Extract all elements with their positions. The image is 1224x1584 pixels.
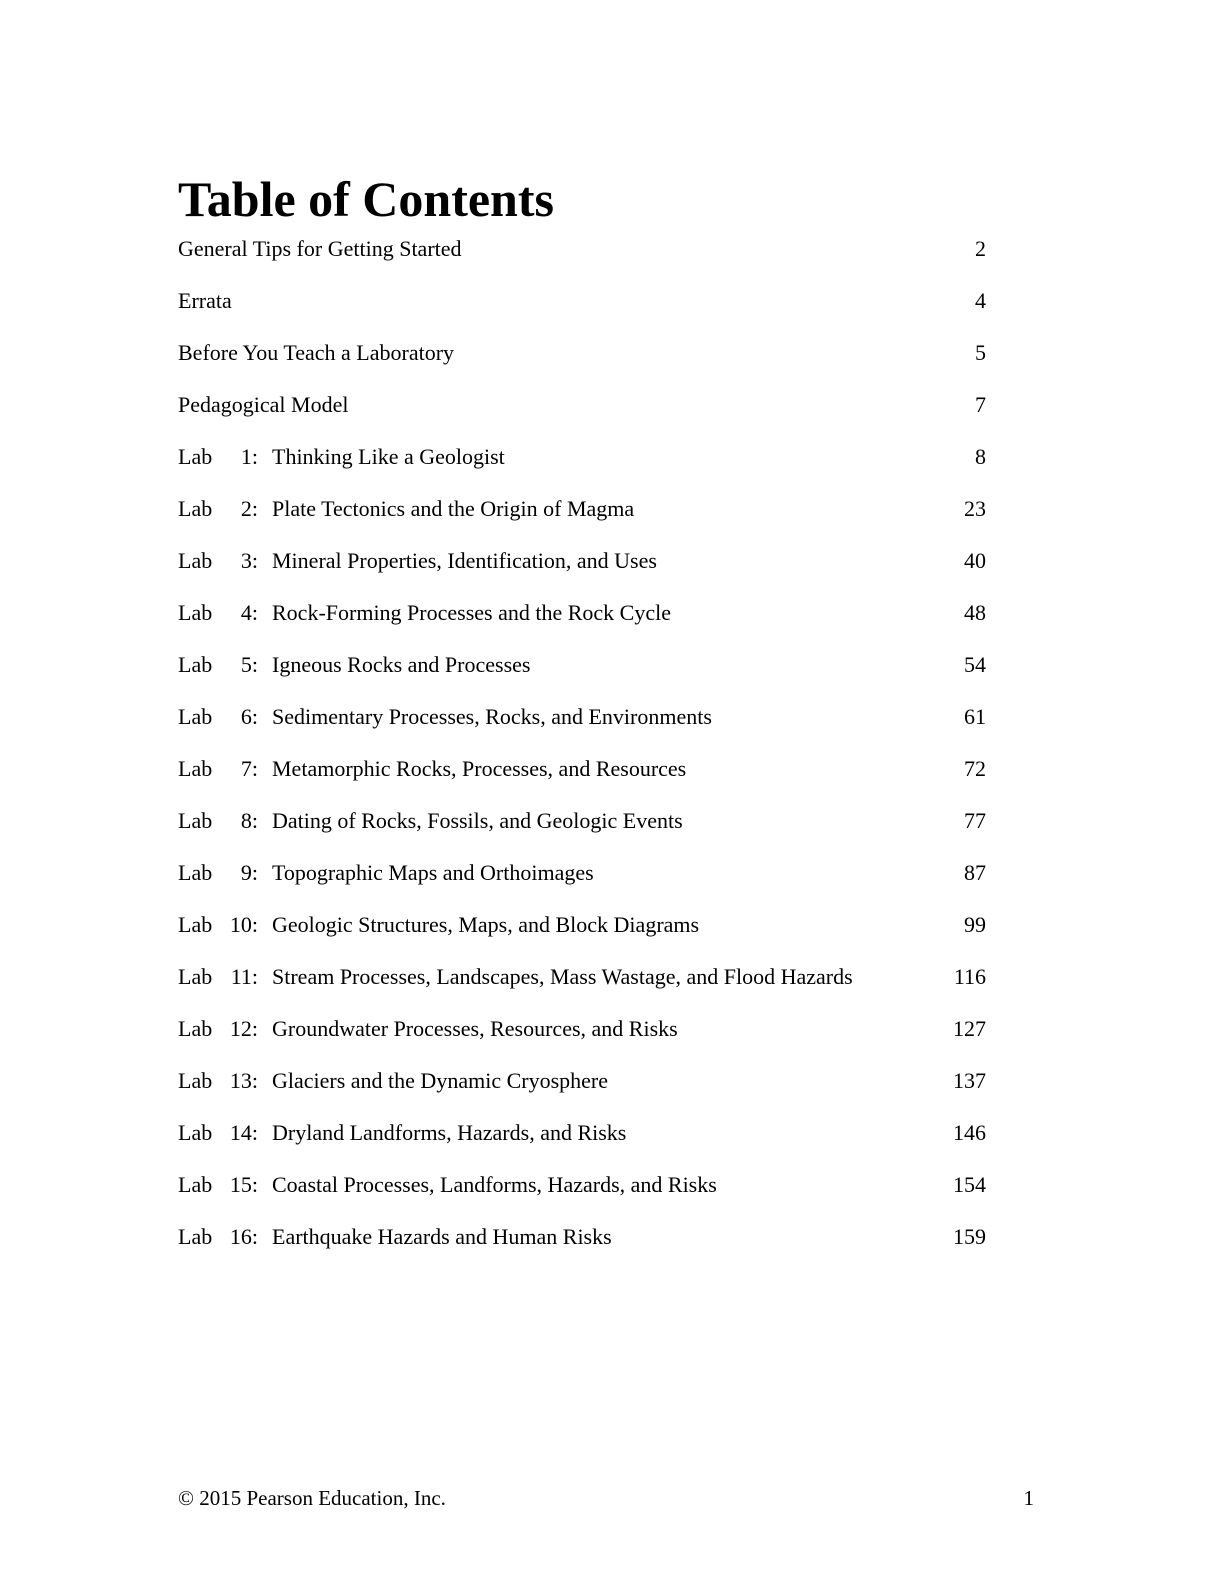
toc-entry <box>178 652 986 704</box>
toc-entry-prefix: Lab <box>178 652 213 677</box>
toc-entry-page: 137 <box>953 1068 986 1093</box>
toc-entry-number: 5: <box>240 652 258 677</box>
toc-entry-title: Dating of Rocks, Fossils, and Geologic Events <box>272 808 683 833</box>
toc-entry <box>178 704 986 756</box>
toc-entry <box>178 444 986 496</box>
toc-entry-number: 7: <box>240 756 258 781</box>
toc-entry <box>178 1068 986 1120</box>
toc-list <box>178 236 986 1276</box>
toc-entry-page: 8 <box>975 444 986 469</box>
toc-entry-title: Stream Processes, Landscapes, Mass Wastage, and Flood Hazards <box>272 964 853 989</box>
toc-entry-page: 2 <box>975 236 986 261</box>
toc-entry-prefix: Lab <box>178 600 213 625</box>
toc-entry-title: Before You Teach a Laboratory <box>178 340 455 365</box>
toc-entry-page: 87 <box>964 860 986 885</box>
toc-entry-page: 159 <box>953 1224 986 1249</box>
toc-entry-prefix: Lab <box>178 1068 213 1093</box>
toc-entry-prefix: Lab <box>178 912 213 937</box>
toc-entry <box>178 340 986 392</box>
toc-entry-prefix: Lab <box>178 496 213 521</box>
toc-entry-prefix: Lab <box>178 1016 213 1041</box>
page-footer <box>178 1486 1034 1511</box>
toc-entry-prefix: Lab <box>178 756 213 781</box>
toc-entry-number: 9: <box>240 860 258 885</box>
toc-entry-text <box>178 288 936 314</box>
toc-entry-prefix: Lab <box>178 444 213 469</box>
toc-entry-page: 54 <box>964 652 986 677</box>
toc-entry-title: Dryland Landforms, Hazards, and Risks <box>272 1120 627 1145</box>
toc-entry-text <box>178 236 936 262</box>
toc-entry-text <box>178 1224 936 1250</box>
toc-entry-page: 61 <box>964 704 986 729</box>
toc-entry-page: 154 <box>953 1172 986 1197</box>
toc-entry-number: 16: <box>229 1224 258 1249</box>
toc-entry-prefix: Lab <box>178 1120 213 1145</box>
toc-entry <box>178 1224 986 1276</box>
toc-entry-page: 7 <box>975 392 986 417</box>
toc-entry-text <box>178 548 936 574</box>
toc-entry-text <box>178 340 936 366</box>
toc-entry-page: 40 <box>964 548 986 573</box>
toc-entry <box>178 964 986 1016</box>
toc-entry-number: 13: <box>229 1068 258 1093</box>
copyright-text: © 2015 Pearson Education, Inc. <box>178 1486 446 1510</box>
toc-entry-number: 14: <box>229 1120 258 1145</box>
toc-entry-number: 15: <box>229 1172 258 1197</box>
toc-entry <box>178 1172 986 1224</box>
toc-entry-title: Glaciers and the Dynamic Cryosphere <box>272 1068 608 1093</box>
toc-entry-prefix: Lab <box>178 1224 213 1249</box>
toc-entry-page: 127 <box>953 1016 986 1041</box>
toc-entry-prefix: Lab <box>178 860 213 885</box>
toc-entry-number: 3: <box>240 548 258 573</box>
toc-entry-prefix: Lab <box>178 548 213 573</box>
toc-entry-title: Earthquake Hazards and Human Risks <box>272 1224 612 1249</box>
toc-entry-number: 11: <box>230 964 258 989</box>
toc-entry <box>178 756 986 808</box>
toc-entry-text <box>178 392 936 418</box>
toc-entry-number: 12: <box>229 1016 258 1041</box>
toc-entry-prefix: Lab <box>178 704 213 729</box>
toc-entry-number: 1: <box>240 444 258 469</box>
toc-entry <box>178 1016 986 1068</box>
toc-entry <box>178 392 986 444</box>
toc-entry-title: Thinking Like a Geologist <box>272 444 505 469</box>
toc-entry-title: Sedimentary Processes, Rocks, and Environments <box>272 704 712 729</box>
toc-entry-title: General Tips for Getting Started <box>178 236 462 261</box>
toc-entry <box>178 548 986 600</box>
toc-entry-number: 4: <box>240 600 258 625</box>
toc-entry <box>178 288 986 340</box>
toc-entry-page: 116 <box>953 964 986 989</box>
toc-entry-title: Plate Tectonics and the Origin of Magma <box>272 496 635 521</box>
toc-entry-page: 99 <box>964 912 986 937</box>
toc-entry-text <box>178 964 936 990</box>
toc-entry-title: Geologic Structures, Maps, and Block Diagrams <box>272 912 700 937</box>
toc-entry-text <box>178 756 936 782</box>
toc-entry-title: Coastal Processes, Landforms, Hazards, and Risks <box>272 1172 717 1197</box>
toc-entry-prefix: Lab <box>178 808 213 833</box>
toc-entry-page: 77 <box>964 808 986 833</box>
toc-entry <box>178 236 986 288</box>
toc-entry-number: 6: <box>240 704 258 729</box>
toc-entry-page: 72 <box>964 756 986 781</box>
toc-entry-number: 2: <box>240 496 258 521</box>
toc-entry-text <box>178 444 936 470</box>
toc-entry <box>178 860 986 912</box>
toc-entry <box>178 496 986 548</box>
toc-entry-text <box>178 1120 936 1146</box>
toc-entry <box>178 912 986 964</box>
toc-entry-text <box>178 600 936 626</box>
toc-entry-title: Rock-Forming Processes and the Rock Cycle <box>272 600 671 625</box>
toc-entry <box>178 600 986 652</box>
toc-entry <box>178 1120 986 1172</box>
toc-entry-title: Groundwater Processes, Resources, and Risks <box>272 1016 678 1041</box>
toc-entry-page: 5 <box>975 340 986 365</box>
toc-entry-text <box>178 1172 936 1198</box>
toc-entry-title: Pedagogical Model <box>178 392 349 417</box>
toc-entry-number: 10: <box>229 912 258 937</box>
toc-entry-text <box>178 704 936 730</box>
toc-entry-text <box>178 652 936 678</box>
toc-entry-page: 23 <box>964 496 986 521</box>
footer-page-number: 1 <box>1023 1486 1034 1510</box>
toc-entry-page: 4 <box>975 288 986 313</box>
toc-entry-page: 48 <box>964 600 986 625</box>
toc-entry-title: Igneous Rocks and Processes <box>272 652 531 677</box>
toc-entry-number: 8: <box>240 808 258 833</box>
toc-entry-title: Errata <box>178 288 232 313</box>
page-title: Table of Contents <box>178 170 554 227</box>
toc-entry-title: Metamorphic Rocks, Processes, and Resources <box>272 756 687 781</box>
toc-entry <box>178 808 986 860</box>
toc-entry-text <box>178 808 936 834</box>
toc-entry-prefix: Lab <box>178 964 213 989</box>
toc-entry-text <box>178 1016 936 1042</box>
toc-entry-prefix: Lab <box>178 1172 213 1197</box>
toc-entry-text <box>178 860 936 886</box>
toc-entry-title: Topographic Maps and Orthoimages <box>272 860 594 885</box>
toc-entry-text <box>178 912 936 938</box>
toc-entry-text <box>178 1068 936 1094</box>
toc-entry-page: 146 <box>953 1120 986 1145</box>
toc-entry-title: Mineral Properties, Identification, and Uses <box>272 548 657 573</box>
toc-entry-text <box>178 496 936 522</box>
